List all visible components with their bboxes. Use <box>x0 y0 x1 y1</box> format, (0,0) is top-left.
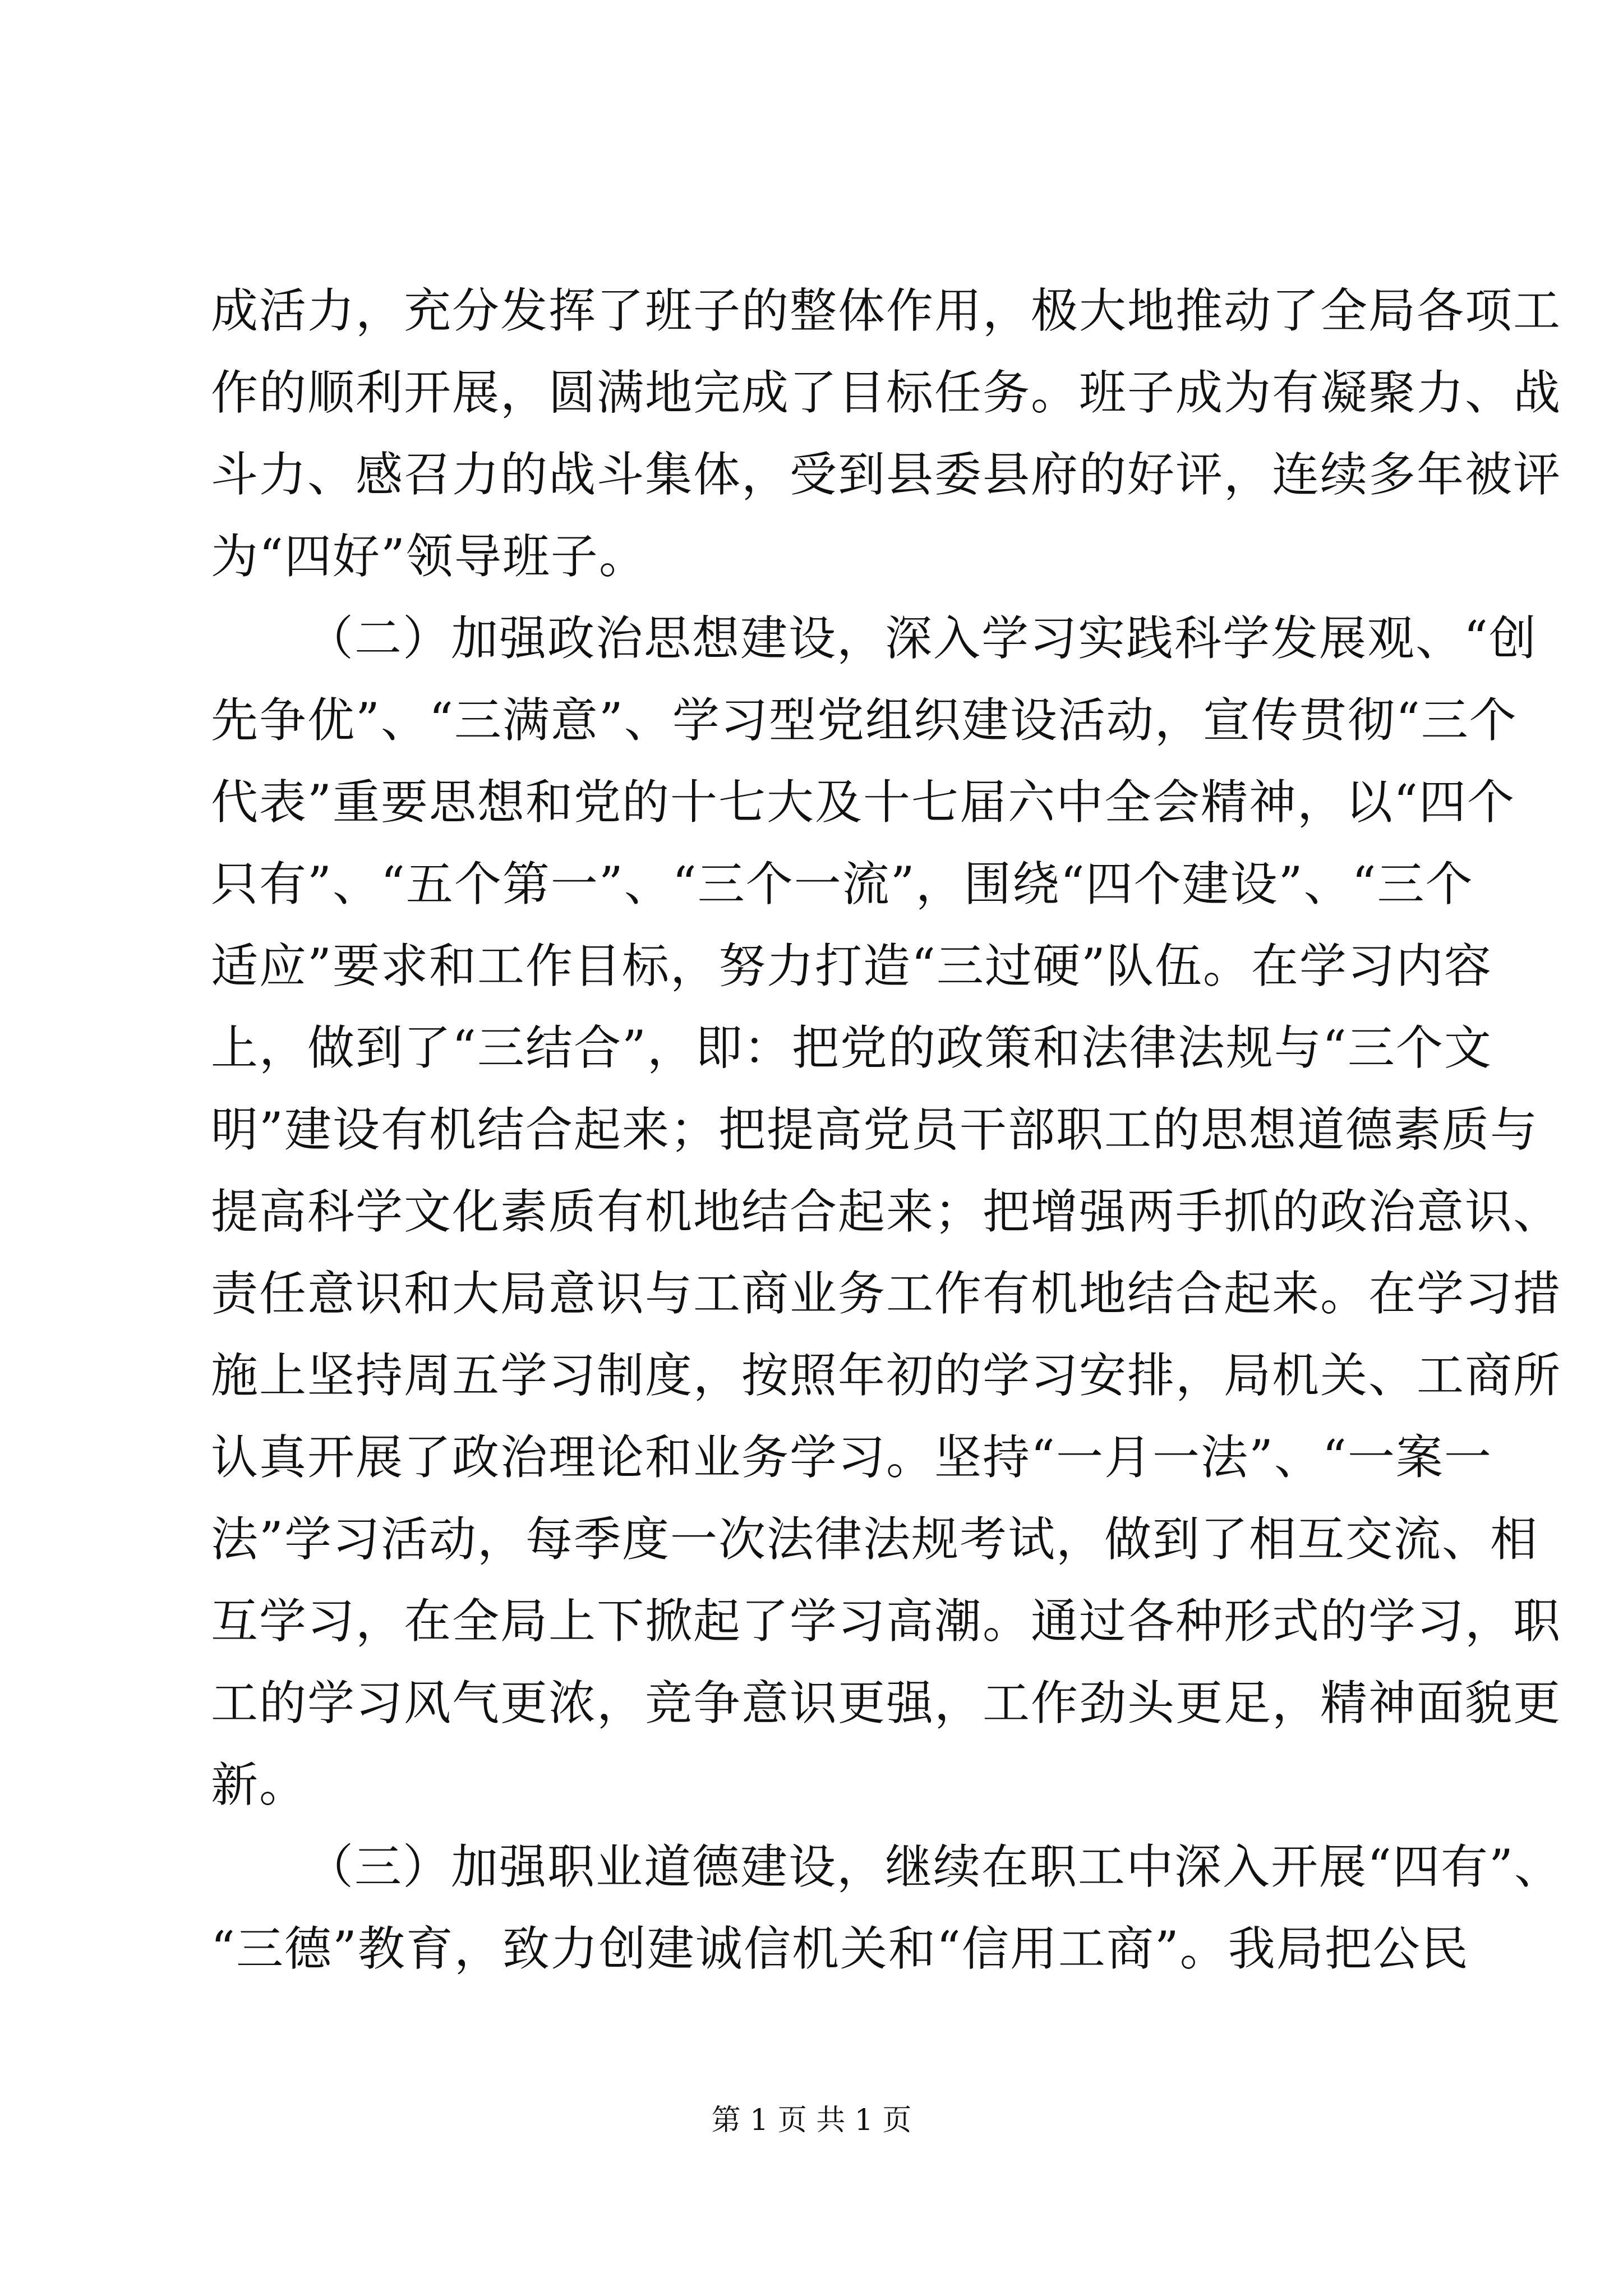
body-text-line: 提高科学文化素质有机地结合起来；把增强两手抓的政治意识、 <box>211 1184 1562 1239</box>
body-text-line: 施上坚持周五学习制度，按照年初的学习安排，局机关、工商所 <box>211 1348 1562 1403</box>
paragraph-heading-line: （二）加强政治思想建设，深入学习实践科学发展观、“创 <box>306 611 1537 666</box>
body-text-line: 互学习，在全局上下掀起了学习高潮。通过各种形式的学习，职 <box>211 1594 1562 1649</box>
paragraph-heading-line: （三）加强职业道德建设，继续在职工中深入开展“四有”、 <box>306 1839 1562 1894</box>
body-text-line: 上，做到了“三结合”，即：把党的政策和法律法规与“三个文 <box>211 1020 1492 1075</box>
body-text-line: 责任意识和大局意识与工商业务工作有机地结合起来。在学习措 <box>211 1266 1562 1321</box>
body-text-line: 认真开展了政治理论和业务学习。坚持“一月一法”、“一案一 <box>211 1430 1492 1485</box>
body-text-line: 成活力，充分发挥了班子的整体作用，极大地推动了全局各项工 <box>211 283 1562 338</box>
body-text-line: 先争优”、“三满意”、学习型党组织建设活动，宣传贯彻“三个 <box>211 693 1518 748</box>
body-text-line: 法”学习活动，每季度一次法律法规考试，做到了相互交流、相 <box>211 1512 1538 1567</box>
body-text-line: 明”建设有机结合起来；把提高党员干部职工的思想道德素质与 <box>211 1102 1538 1157</box>
body-text-line: 只有”、“五个第一”、“三个一流”，围绕“四个建设”、“三个 <box>211 857 1474 912</box>
body-text-line: 适应”要求和工作目标，努力打造“三过硬”队伍。在学习内容 <box>211 938 1492 993</box>
body-text-line: 斗力、感召力的战斗集体，受到县委县府的好评，连续多年被评 <box>211 447 1562 502</box>
body-text-line: 新。 <box>211 1757 308 1812</box>
body-text-line: 工的学习风气更浓，竞争意识更强，工作劲头更足，精神面貌更 <box>211 1676 1562 1731</box>
body-text-line: 作的顺利开展，圆满地完成了目标任务。班子成为有凝聚力、战 <box>211 365 1562 420</box>
body-text-line: “三德”教育，致力创建诚信机关和“信用工商”。我局把公民 <box>211 1921 1469 1976</box>
page-number-footer: 第 1 页 共 1 页 <box>711 2104 912 2137</box>
body-text-line: 为“四好”领导班子。 <box>211 529 647 584</box>
body-text-line: 代表”重要思想和党的十七大及十七届六中全会精神，以“四个 <box>211 775 1515 830</box>
